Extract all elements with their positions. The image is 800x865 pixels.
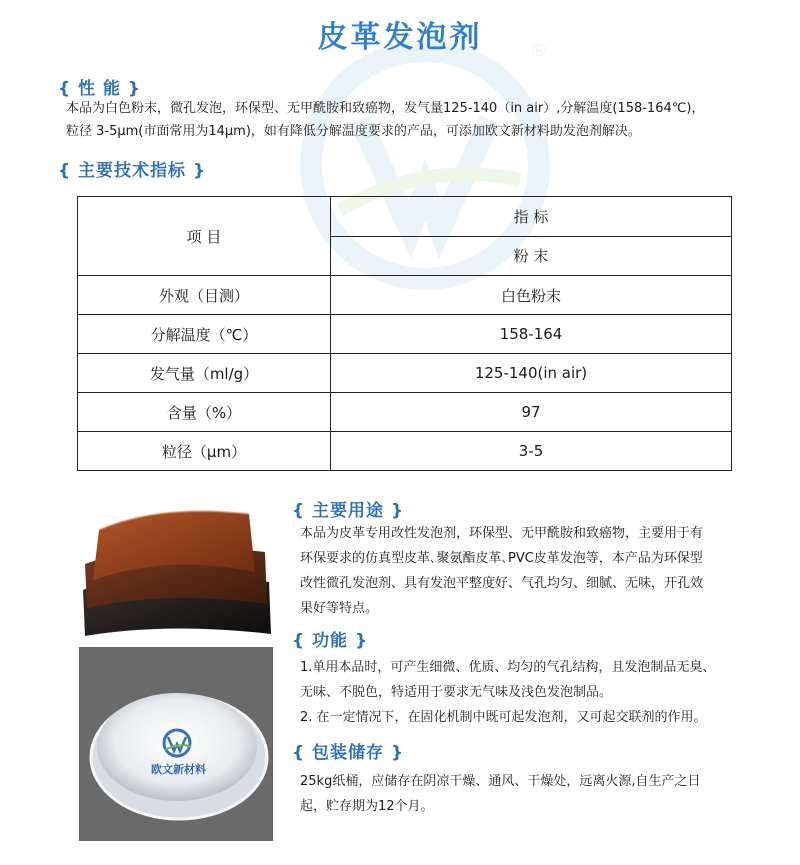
storage-heading: { 包装储存 } bbox=[292, 743, 405, 763]
table-header-row bbox=[78, 197, 732, 237]
row-item: 发气量（ml/g） bbox=[78, 354, 331, 393]
usage-line: 果好等特点。 bbox=[300, 601, 379, 616]
row-value: 158-164 bbox=[331, 315, 732, 354]
page-title: 皮革发泡剂 bbox=[317, 20, 483, 55]
table-row bbox=[78, 393, 732, 432]
powder-photo bbox=[79, 647, 273, 841]
row-item: 外观（目测） bbox=[78, 276, 331, 315]
table-row bbox=[78, 432, 732, 471]
usage-line: 改性微孔发泡剂、具有发泡平整度好、气孔均匀、细腻、无味，开孔效 bbox=[300, 576, 704, 591]
storage-line: 25kg纸桶，应储存在阴凉干燥、通风、干燥处，远离火源,自生产之日 bbox=[300, 774, 701, 789]
function-line: 2. 在一定情况下，在固化机制中既可起发泡剂，又可起交联剂的作用。 bbox=[300, 710, 707, 725]
specs-heading: { 主要技术指标 } bbox=[58, 161, 207, 181]
function-line: 无味、不脱色，特适用于要求无气味及浅色发泡制品。 bbox=[300, 685, 613, 700]
item-header: 项 目 bbox=[78, 197, 331, 276]
row-value: 97 bbox=[331, 393, 732, 432]
watermark-logo: ® bbox=[300, 40, 570, 470]
leather-photo bbox=[79, 494, 273, 640]
table-row bbox=[78, 276, 732, 315]
usage-text bbox=[300, 521, 790, 621]
spec-table bbox=[77, 196, 732, 471]
index-subheader: 粉 末 bbox=[331, 236, 732, 276]
row-item: 粒径（μm） bbox=[78, 432, 331, 471]
row-item: 含量（%） bbox=[78, 393, 331, 432]
row-value: 125-140(in air) bbox=[331, 354, 732, 393]
performance-heading: { 性 能 } bbox=[58, 79, 141, 99]
function-heading: { 功能 } bbox=[292, 631, 369, 651]
performance-line: 本品为白色粉末，微孔发泡，环保型、无甲酰胺和致癌物，发气量125-140（in air）,分解温度(158-164℃)， bbox=[66, 101, 705, 116]
usage-line: 环保要求的仿真型皮革､聚氨酯皮革､PVC皮革发泡等，本产品为环保型 bbox=[300, 551, 703, 566]
table-row bbox=[78, 354, 732, 393]
storage-line: 起，贮存期为12个月。 bbox=[300, 799, 434, 814]
usage-heading: { 主要用途 } bbox=[292, 501, 405, 521]
performance-line: 粒径 3-5μm(市面常用为14μm)，如有降低分解温度要求的产品，可添加欧文新材料助发泡剂解决。 bbox=[66, 124, 641, 139]
row-item: 分解温度（℃） bbox=[78, 315, 331, 354]
usage-line: 本品为皮革专用改性发泡剂，环保型、无甲酰胺和致癌物，主要用于有 bbox=[300, 526, 704, 541]
row-value: 3-5 bbox=[331, 432, 732, 471]
function-text bbox=[300, 655, 790, 730]
function-line: 1.单用本品时，可产生细微、优质、均匀的气孔结构，且发泡制品无臭、 bbox=[300, 660, 716, 675]
table-row bbox=[78, 315, 732, 354]
index-header: 指 标 bbox=[331, 197, 732, 237]
storage-text bbox=[300, 769, 790, 819]
powder-logo-text: 欧文新材料 bbox=[151, 763, 206, 776]
row-value: 白色粉末 bbox=[331, 276, 732, 315]
performance-text bbox=[66, 97, 786, 143]
